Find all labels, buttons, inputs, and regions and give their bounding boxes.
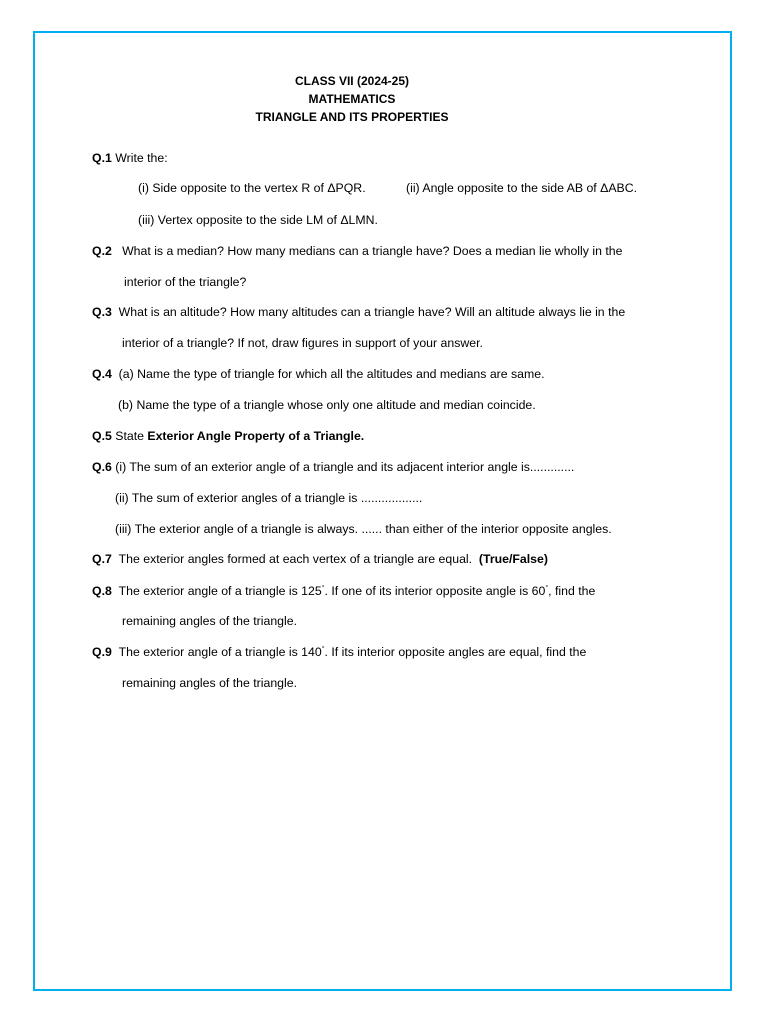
question-number: Q.5 bbox=[92, 429, 112, 443]
question-number: Q.3 bbox=[92, 305, 112, 319]
question-text: The exterior angles formed at each vertex of a triangle are equal. bbox=[118, 552, 473, 566]
question-text: State bbox=[111, 429, 148, 443]
question-number: Q.4 bbox=[92, 367, 112, 381]
page-border bbox=[33, 31, 732, 991]
true-false-label: (True/False) bbox=[478, 552, 548, 566]
question-9-continued: remaining angles of the triangle. bbox=[122, 676, 297, 690]
chapter-heading: TRIANGLE AND ITS PROPERTIES bbox=[255, 110, 449, 124]
question-number: Q.8 bbox=[92, 584, 112, 598]
question-2 bbox=[92, 243, 622, 259]
degree-symbol: ° bbox=[545, 584, 549, 592]
question-8 bbox=[92, 583, 595, 599]
question-text: What is an altitude? How many altitudes can a triangle have? Will an altitude always lie in the bbox=[118, 305, 626, 319]
question-6 bbox=[92, 459, 574, 475]
question-3 bbox=[92, 304, 625, 320]
question-7 bbox=[92, 551, 548, 567]
degree-symbol: ° bbox=[321, 645, 325, 653]
question-text-a: The exterior angle of a triangle is 125 bbox=[118, 584, 322, 598]
question-1-part-i: (i) Side opposite to the vertex R of ΔPQR. bbox=[138, 181, 366, 195]
question-text: What is a median? How many medians can a triangle have? Does a median lie wholly in the bbox=[122, 244, 623, 258]
question-4-part-b: (b) Name the type of a triangle whose only one altitude and median coincide. bbox=[118, 398, 536, 412]
question-text-b: . If its interior opposite angles are equal, find the bbox=[324, 645, 587, 659]
question-6-part-iii: (iii) The exterior angle of a triangle is always. ...... than either of the interior opposite angles. bbox=[115, 522, 612, 536]
question-text-a: The exterior angle of a triangle is 140 bbox=[118, 645, 322, 659]
question-1-part-ii: (ii) Angle opposite to the side AB of ΔABC. bbox=[406, 181, 638, 195]
question-5 bbox=[92, 428, 364, 444]
class-heading: CLASS VII (2024-25) bbox=[294, 74, 410, 88]
question-1-part-iii: (iii) Vertex opposite to the side LM of ΔLMN. bbox=[138, 213, 378, 227]
question-4 bbox=[92, 366, 545, 382]
subject-heading: MATHEMATICS bbox=[308, 92, 396, 106]
question-number: Q.6 bbox=[92, 460, 112, 474]
question-text: (i) The sum of an exterior angle of a triangle and its adjacent interior angle is............. bbox=[111, 460, 575, 474]
question-text-b: . If one of its interior opposite angle is 60 bbox=[324, 584, 546, 598]
question-text-c: , find the bbox=[548, 584, 596, 598]
question-number: Q.9 bbox=[92, 645, 112, 659]
degree-symbol: ° bbox=[321, 584, 325, 592]
question-number: Q.2 bbox=[92, 244, 112, 258]
question-number: Q.1 bbox=[92, 151, 112, 165]
question-text: (a) Name the type of triangle for which all the altitudes and medians are same. bbox=[118, 367, 545, 381]
question-3-continued: interior of a triangle? If not, draw figures in support of your answer. bbox=[122, 336, 483, 350]
question-2-continued: interior of the triangle? bbox=[124, 275, 247, 289]
question-text: Write the: bbox=[111, 151, 168, 165]
question-8-continued: remaining angles of the triangle. bbox=[122, 614, 297, 628]
question-number: Q.7 bbox=[92, 552, 112, 566]
question-1 bbox=[92, 150, 168, 166]
question-9 bbox=[92, 644, 586, 660]
question-bold-text: Exterior Angle Property of a Triangle. bbox=[147, 429, 365, 443]
question-6-part-ii: (ii) The sum of exterior angles of a triangle is .................. bbox=[115, 491, 423, 505]
